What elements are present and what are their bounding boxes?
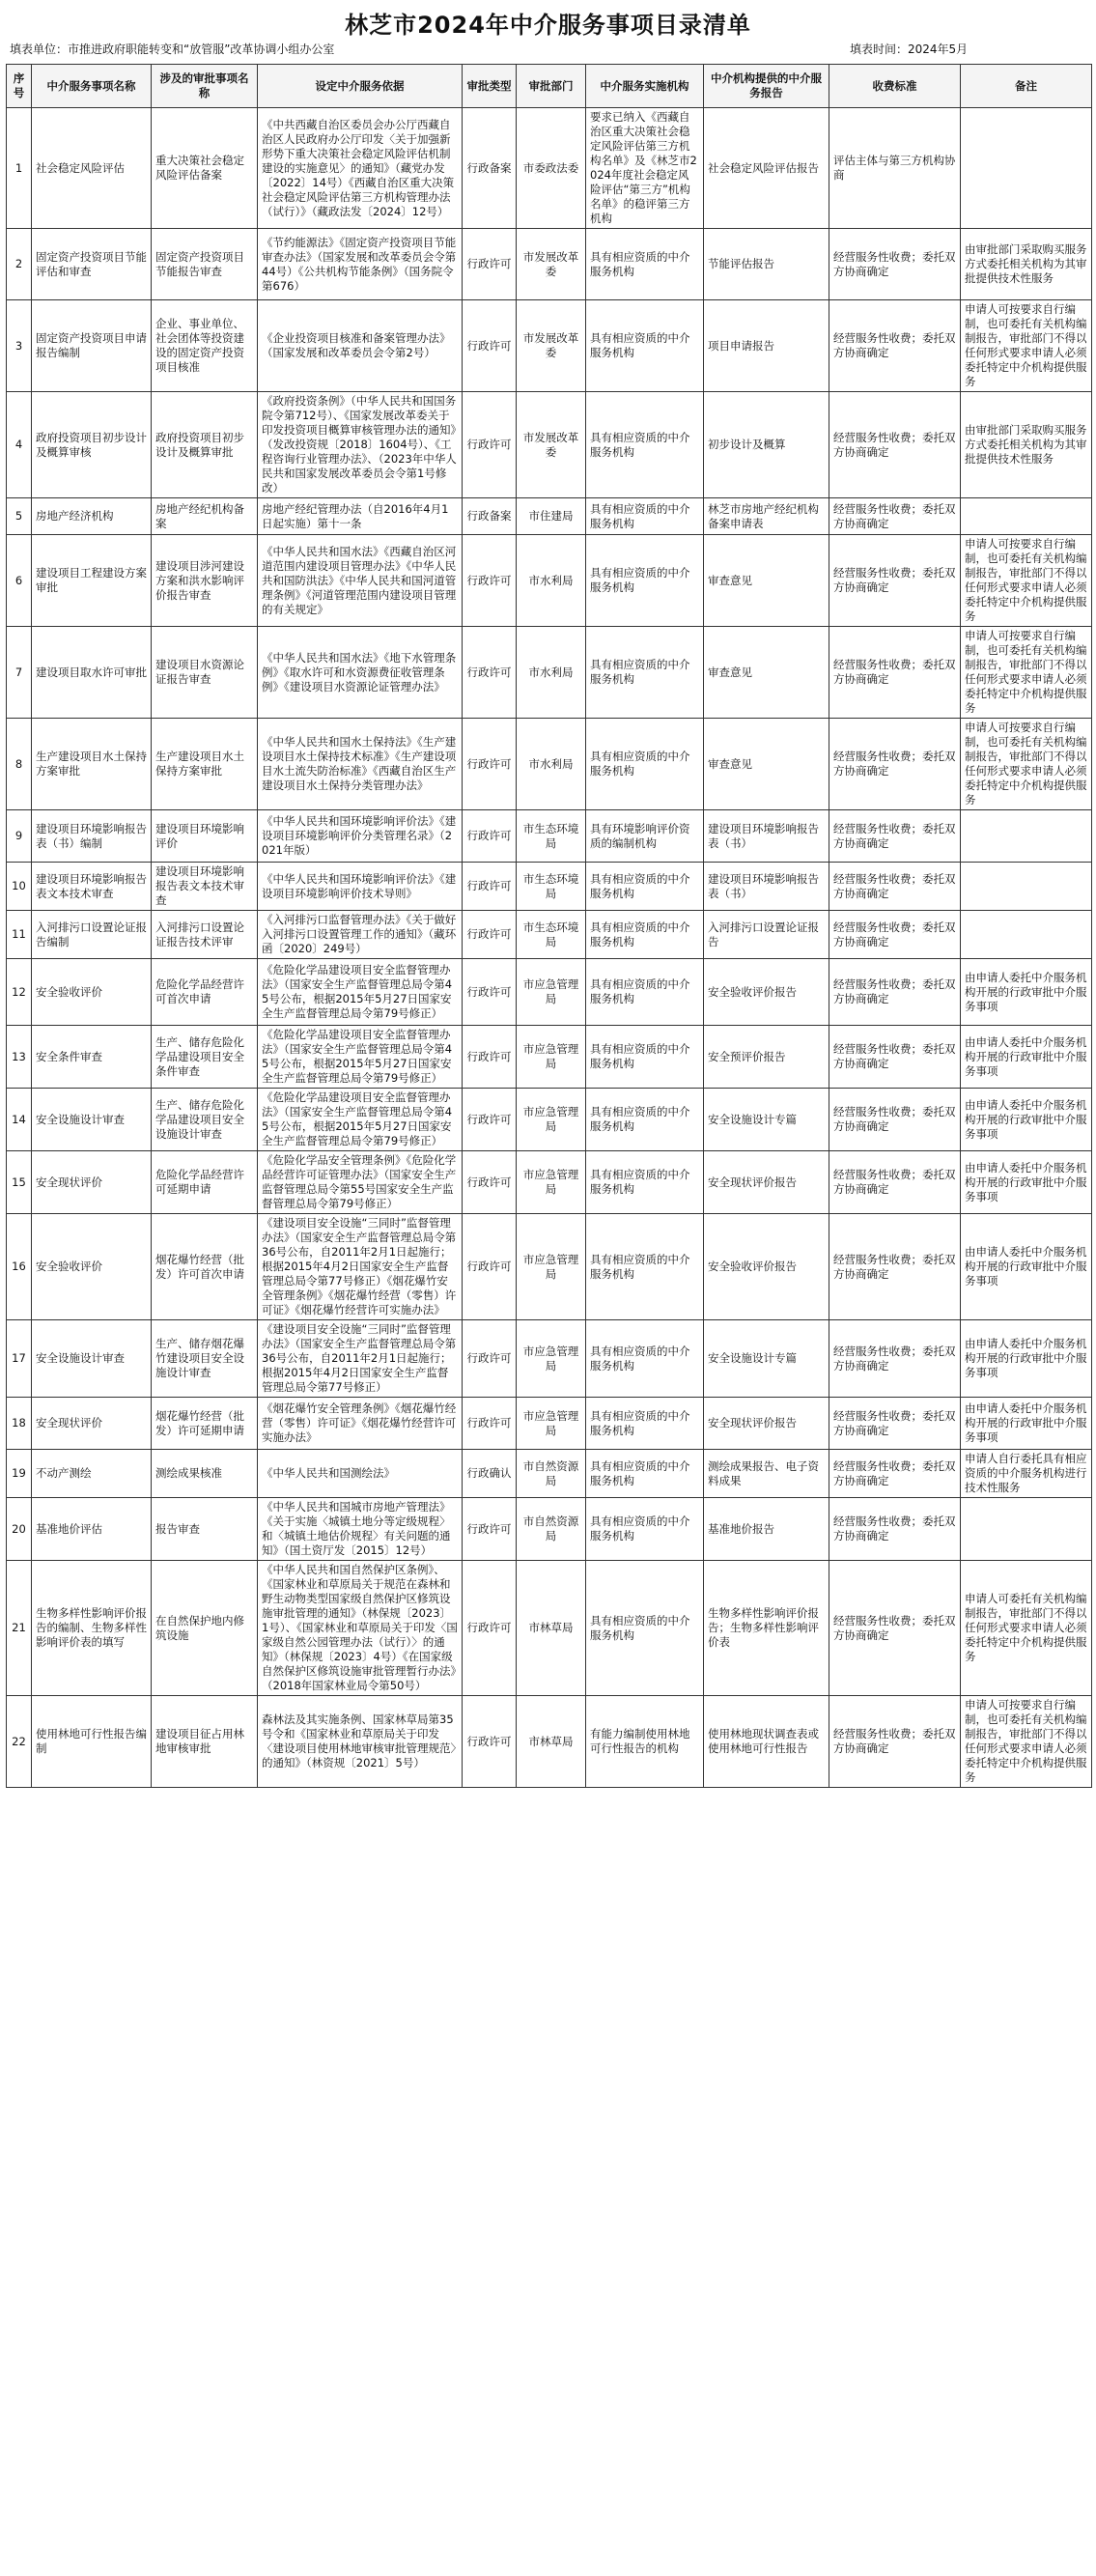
cell-approval-item: 在自然保护地内修筑设施 <box>152 1561 258 1696</box>
cell-service-name: 建设项目环境影响报告表（书）编制 <box>32 810 152 863</box>
cell-department: 市住建局 <box>517 498 586 535</box>
cell-department: 市委政法委 <box>517 108 586 229</box>
table-row <box>7 1320 1092 1398</box>
table-row <box>7 1561 1092 1696</box>
cell-agency: 具有相应资质的中介服务机构 <box>586 1398 704 1450</box>
header-approval-item: 涉及的审批事项名称 <box>152 65 258 108</box>
table-row <box>7 300 1092 392</box>
cell-approval-item: 危险化学品经营许可延期申请 <box>152 1151 258 1214</box>
cell-fee: 经营服务性收费；委托双方协商确定 <box>829 1398 961 1450</box>
cell-basis: 《中华人民共和国环境影响评价法》《建设项目环境影响评价技术导则》 <box>258 863 463 911</box>
cell-approval-item: 重大决策社会稳定风险评估备案 <box>152 108 258 229</box>
cell-approval-item: 生产建设项目水土保持方案审批 <box>152 719 258 810</box>
cell-remarks: 申请人可按要求自行编制，也可委托有关机构编制报告，审批部门不得以任何形式要求申请人必须委托特定中介机构提供服务 <box>961 1696 1092 1788</box>
cell-remarks <box>961 911 1092 959</box>
cell-approval-type: 行政许可 <box>463 535 517 627</box>
cell-fee: 经营服务性收费；委托双方协商确定 <box>829 911 961 959</box>
cell-index: 19 <box>7 1450 32 1498</box>
cell-approval-item: 生产、储存烟花爆竹建设项目安全设施设计审查 <box>152 1320 258 1398</box>
cell-approval-type: 行政确认 <box>463 1450 517 1498</box>
cell-report: 安全现状评价报告 <box>704 1151 829 1214</box>
cell-remarks: 申请人可委托有关机构编制报告，审批部门不得以任何形式要求申请人必须委托特定中介机构提供服务 <box>961 1561 1092 1696</box>
cell-index: 20 <box>7 1498 32 1561</box>
cell-remarks: 由申请人委托中介服务机构开展的行政审批中介服务事项 <box>961 1151 1092 1214</box>
cell-report: 入河排污口设置论证报告 <box>704 911 829 959</box>
table-row <box>7 229 1092 300</box>
table-row <box>7 1151 1092 1214</box>
table-row <box>7 1450 1092 1498</box>
cell-agency: 具有相应资质的中介服务机构 <box>586 1026 704 1089</box>
cell-report: 测绘成果报告、电子资料成果 <box>704 1450 829 1498</box>
cell-approval-item: 建设项目水资源论证报告审查 <box>152 627 258 719</box>
cell-service-name: 入河排污口设置论证报告编制 <box>32 911 152 959</box>
cell-approval-item: 建设项目征占用林地审核审批 <box>152 1696 258 1788</box>
cell-basis: 《烟花爆竹安全管理条例》《烟花爆竹经营（零售）许可证》《烟花爆竹经营许可实施办法》 <box>258 1398 463 1450</box>
cell-service-name: 使用林地可行性报告编制 <box>32 1696 152 1788</box>
table-row <box>7 627 1092 719</box>
table-row <box>7 911 1092 959</box>
cell-service-name: 生产建设项目水土保持方案审批 <box>32 719 152 810</box>
cell-service-name: 不动产测绘 <box>32 1450 152 1498</box>
cell-index: 5 <box>7 498 32 535</box>
cell-fee: 经营服务性收费；委托双方协商确定 <box>829 300 961 392</box>
header-basis: 设定中介服务依据 <box>258 65 463 108</box>
cell-index: 16 <box>7 1214 32 1320</box>
cell-basis: 《危险化学品安全管理条例》《危险化学品经营许可证管理办法》（国家安全生产监督管理总局令第55号国家安全生产监督管理总局令第79号修正） <box>258 1151 463 1214</box>
cell-report: 初步设计及概算 <box>704 392 829 498</box>
cell-fee: 经营服务性收费；委托双方协商确定 <box>829 627 961 719</box>
cell-fee: 经营服务性收费；委托双方协商确定 <box>829 959 961 1026</box>
cell-approval-type: 行政许可 <box>463 911 517 959</box>
cell-agency: 具有相应资质的中介服务机构 <box>586 1561 704 1696</box>
cell-report: 安全设施设计专篇 <box>704 1320 829 1398</box>
cell-service-name: 政府投资项目初步设计及概算审核 <box>32 392 152 498</box>
fill-unit: 填表单位：市推进政府职能转变和“放管服”改革协调小组办公室 <box>10 42 335 56</box>
cell-approval-type: 行政许可 <box>463 1151 517 1214</box>
cell-agency: 要求已纳入《西藏自治区重大决策社会稳定风险评估第三方机构名单》及《林芝市2024年度社会稳定风险评估“第三方”机构名单》的稳评第三方机构 <box>586 108 704 229</box>
table-row <box>7 719 1092 810</box>
document-title: 林芝市2024年中介服务事项目录清单 <box>345 12 751 39</box>
cell-basis: 《中华人民共和国水法》《地下水管理条例》《取水许可和水资源费征收管理条例》《建设项目水资源论证管理办法》 <box>258 627 463 719</box>
cell-fee: 经营服务性收费；委托双方协商确定 <box>829 1561 961 1696</box>
cell-remarks: 由审批部门采取购买服务方式委托相关机构为其审批提供技术性服务 <box>961 392 1092 498</box>
cell-approval-type: 行政许可 <box>463 1696 517 1788</box>
cell-fee: 经营服务性收费；委托双方协商确定 <box>829 535 961 627</box>
cell-basis: 《节约能源法》《固定资产投资项目节能审查办法》（国家发展和改革委员会令第44号）《公共机构节能条例》（国务院令第676） <box>258 229 463 300</box>
cell-department: 市应急管理局 <box>517 959 586 1026</box>
cell-agency: 具有相应资质的中介服务机构 <box>586 498 704 535</box>
table-row <box>7 1214 1092 1320</box>
cell-approval-item: 建设项目涉河建设方案和洪水影响评价报告审查 <box>152 535 258 627</box>
cell-report: 审查意见 <box>704 627 829 719</box>
cell-department: 市水利局 <box>517 719 586 810</box>
cell-approval-item: 政府投资项目初步设计及概算审批 <box>152 392 258 498</box>
cell-department: 市应急管理局 <box>517 1151 586 1214</box>
cell-department: 市生态环境局 <box>517 911 586 959</box>
cell-basis: 《中共西藏自治区委员会办公厅西藏自治区人民政府办公厅印发〈关于加强新形势下重大决策社会稳定风险评估机制建设的实施意见〉的通知》（藏党办发〔2022〕14号）《西藏自治区重大决策社会稳定风险评估第三方机构管理办法（试行）》（藏政法发〔2024〕12号） <box>258 108 463 229</box>
cell-fee: 经营服务性收费；委托双方协商确定 <box>829 719 961 810</box>
cell-basis: 《中华人民共和国测绘法》 <box>258 1450 463 1498</box>
cell-remarks: 由申请人委托中介服务机构开展的行政审批中介服务事项 <box>961 1089 1092 1151</box>
cell-service-name: 安全验收评价 <box>32 1214 152 1320</box>
cell-remarks: 申请人可按要求自行编制，也可委托有关机构编制报告，审批部门不得以任何形式要求申请人必须委托特定中介机构提供服务 <box>961 719 1092 810</box>
service-catalog-table <box>6 64 1092 1788</box>
table-row <box>7 1498 1092 1561</box>
cell-basis: 《危险化学品建设项目安全监督管理办法》（国家安全生产监督管理总局令第45号公布，根据2015年5月27日国家安全生产监督管理总局令第79号修正） <box>258 1089 463 1151</box>
cell-approval-type: 行政备案 <box>463 498 517 535</box>
cell-approval-type: 行政许可 <box>463 719 517 810</box>
cell-service-name: 固定资产投资项目节能评估和审查 <box>32 229 152 300</box>
cell-department: 市自然资源局 <box>517 1498 586 1561</box>
cell-basis: 《中华人民共和国自然保护区条例》、《国家林业和草原局关于规范在森林和野生动物类型国家级自然保护区修筑设施审批管理的通知》（林保规〔2023〕1号）、《国家林业和草原局关于印发〈国家级自然公园管理办法（试行）〉的通知》（林保规〔2023〕4号）《在国家级自然保护区修筑设施审批管理暂行办法》（2018年国家林业局令第50号） <box>258 1561 463 1696</box>
cell-approval-type: 行政许可 <box>463 1561 517 1696</box>
cell-agency: 具有相应资质的中介服务机构 <box>586 1151 704 1214</box>
cell-approval-type: 行政许可 <box>463 959 517 1026</box>
cell-basis: 《企业投资项目核准和备案管理办法》（国家发展和改革委员会令第2号） <box>258 300 463 392</box>
cell-agency: 具有相应资质的中介服务机构 <box>586 392 704 498</box>
cell-fee: 经营服务性收费；委托双方协商确定 <box>829 1450 961 1498</box>
cell-approval-type: 行政许可 <box>463 1320 517 1398</box>
cell-report: 审查意见 <box>704 719 829 810</box>
cell-service-name: 安全设施设计审查 <box>32 1089 152 1151</box>
cell-department: 市生态环境局 <box>517 810 586 863</box>
cell-basis: 《中华人民共和国城市房地产管理法》《关于实施〈城镇土地分等定级规程〉和〈城镇土地估价规程〉有关问题的通知》（国土资厅发〔2015〕12号） <box>258 1498 463 1561</box>
table-row <box>7 1026 1092 1089</box>
cell-department: 市应急管理局 <box>517 1320 586 1398</box>
cell-agency: 具有相应资质的中介服务机构 <box>586 911 704 959</box>
cell-fee: 经营服务性收费；委托双方协商确定 <box>829 810 961 863</box>
cell-index: 22 <box>7 1696 32 1788</box>
cell-fee: 经营服务性收费；委托双方协商确定 <box>829 1151 961 1214</box>
cell-agency: 有能力编制使用林地可行性报告的机构 <box>586 1696 704 1788</box>
cell-agency: 具有环境影响评价资质的编制机构 <box>586 810 704 863</box>
cell-index: 12 <box>7 959 32 1026</box>
cell-approval-type: 行政许可 <box>463 1026 517 1089</box>
header-index: 序号 <box>7 65 32 108</box>
cell-approval-type: 行政许可 <box>463 1498 517 1561</box>
cell-approval-item: 建设项目环境影响报告表文本技术审查 <box>152 863 258 911</box>
cell-fee: 经营服务性收费；委托双方协商确定 <box>829 1696 961 1788</box>
cell-department: 市生态环境局 <box>517 863 586 911</box>
cell-report: 生物多样性影响评价报告；生物多样性影响评价表 <box>704 1561 829 1696</box>
cell-remarks <box>961 498 1092 535</box>
cell-report: 安全验收评价报告 <box>704 959 829 1026</box>
cell-approval-type: 行政许可 <box>463 863 517 911</box>
cell-service-name: 建设项目取水许可审批 <box>32 627 152 719</box>
cell-remarks: 申请人可按要求自行编制，也可委托有关机构编制报告，审批部门不得以任何形式要求申请人必须委托特定中介机构提供服务 <box>961 535 1092 627</box>
cell-department: 市水利局 <box>517 627 586 719</box>
cell-department: 市发展改革委 <box>517 229 586 300</box>
table-row <box>7 535 1092 627</box>
cell-department: 市自然资源局 <box>517 1450 586 1498</box>
cell-remarks <box>961 863 1092 911</box>
cell-remarks: 申请人可按要求自行编制，也可委托有关机构编制报告，审批部门不得以任何形式要求申请人必须委托特定中介机构提供服务 <box>961 300 1092 392</box>
cell-index: 1 <box>7 108 32 229</box>
cell-approval-type: 行政许可 <box>463 1214 517 1320</box>
table-row <box>7 1089 1092 1151</box>
cell-service-name: 建设项目工程建设方案审批 <box>32 535 152 627</box>
cell-index: 11 <box>7 911 32 959</box>
cell-basis: 《入河排污口监督管理办法》《关于做好入河排污口设置管理工作的通知》（藏环函〔2020〕249号） <box>258 911 463 959</box>
cell-index: 17 <box>7 1320 32 1398</box>
header-fee: 收费标准 <box>829 65 961 108</box>
cell-approval-item: 生产、储存危险化学品建设项目安全条件审查 <box>152 1026 258 1089</box>
cell-service-name: 固定资产投资项目申请报告编制 <box>32 300 152 392</box>
cell-index: 15 <box>7 1151 32 1214</box>
cell-fee: 经营服务性收费；委托双方协商确定 <box>829 229 961 300</box>
cell-approval-item: 固定资产投资项目节能报告审查 <box>152 229 258 300</box>
cell-service-name: 建设项目环境影响报告表文本技术审查 <box>32 863 152 911</box>
cell-remarks: 申请人自行委托具有相应资质的中介服务机构进行技术性服务 <box>961 1450 1092 1498</box>
table-row <box>7 959 1092 1026</box>
cell-basis: 《建设项目安全设施“三同时”监督管理办法》（国家安全生产监督管理总局令第36号公布，自2011年2月1日起施行；根据2015年4月2日国家安全生产监督管理总局令第77号修正）《烟花爆竹安全管理条例》《烟花爆竹经营（零售）许可证》《烟花爆竹经营许可实施办法》 <box>258 1214 463 1320</box>
header-remarks: 备注 <box>961 65 1092 108</box>
cell-service-name: 安全设施设计审查 <box>32 1320 152 1398</box>
cell-agency: 具有相应资质的中介服务机构 <box>586 719 704 810</box>
cell-remarks: 由审批部门采取购买服务方式委托相关机构为其审批提供技术性服务 <box>961 229 1092 300</box>
cell-approval-type: 行政许可 <box>463 1398 517 1450</box>
cell-remarks: 由申请人委托中介服务机构开展的行政审批中介服务事项 <box>961 1026 1092 1089</box>
cell-fee: 经营服务性收费；委托双方协商确定 <box>829 863 961 911</box>
cell-department: 市发展改革委 <box>517 300 586 392</box>
cell-index: 9 <box>7 810 32 863</box>
cell-department: 市应急管理局 <box>517 1089 586 1151</box>
cell-index: 6 <box>7 535 32 627</box>
cell-remarks: 由申请人委托中介服务机构开展的行政审批中介服务事项 <box>961 1320 1092 1398</box>
cell-approval-item: 企业、事业单位、社会团体等投资建设的固定资产投资项目核准 <box>152 300 258 392</box>
cell-approval-type: 行政许可 <box>463 229 517 300</box>
cell-agency: 具有相应资质的中介服务机构 <box>586 535 704 627</box>
cell-index: 7 <box>7 627 32 719</box>
header-report: 中介机构提供的中介服务报告 <box>704 65 829 108</box>
cell-report: 安全验收评价报告 <box>704 1214 829 1320</box>
table-row <box>7 1398 1092 1450</box>
cell-remarks: 申请人可按要求自行编制，也可委托有关机构编制报告，审批部门不得以任何形式要求申请人必须委托特定中介机构提供服务 <box>961 627 1092 719</box>
cell-basis: 森林法及其实施条例、国家林草局第35号令和《国家林业和草原局关于印发〈建设项目使用林地审核审批管理规范〉的通知》（林资规〔2021〕5号） <box>258 1696 463 1788</box>
cell-index: 14 <box>7 1089 32 1151</box>
cell-fee: 经营服务性收费；委托双方协商确定 <box>829 1214 961 1320</box>
cell-remarks <box>961 108 1092 229</box>
cell-service-name: 社会稳定风险评估 <box>32 108 152 229</box>
cell-department: 市发展改革委 <box>517 392 586 498</box>
cell-agency: 具有相应资质的中介服务机构 <box>586 229 704 300</box>
cell-agency: 具有相应资质的中介服务机构 <box>586 1498 704 1561</box>
cell-index: 8 <box>7 719 32 810</box>
table-row <box>7 108 1092 229</box>
cell-service-name: 生物多样性影响评价报告的编制、生物多样性影响评价表的填写 <box>32 1561 152 1696</box>
header-service-name: 中介服务事项名称 <box>32 65 152 108</box>
cell-service-name: 安全现状评价 <box>32 1398 152 1450</box>
cell-approval-item: 入河排污口设置论证报告技术评审 <box>152 911 258 959</box>
cell-report: 项目申请报告 <box>704 300 829 392</box>
cell-service-name: 安全现状评价 <box>32 1151 152 1214</box>
cell-agency: 具有相应资质的中介服务机构 <box>586 1450 704 1498</box>
cell-fee: 经营服务性收费；委托双方协商确定 <box>829 1026 961 1089</box>
cell-agency: 具有相应资质的中介服务机构 <box>586 959 704 1026</box>
cell-approval-type: 行政许可 <box>463 300 517 392</box>
cell-remarks: 由申请人委托中介服务机构开展的行政审批中介服务事项 <box>961 1214 1092 1320</box>
cell-approval-type: 行政备案 <box>463 108 517 229</box>
cell-approval-item: 烟花爆竹经营（批发）许可首次申请 <box>152 1214 258 1320</box>
cell-department: 市应急管理局 <box>517 1214 586 1320</box>
cell-fee: 经营服务性收费；委托双方协商确定 <box>829 498 961 535</box>
cell-report: 节能评估报告 <box>704 229 829 300</box>
table-row <box>7 392 1092 498</box>
cell-remarks <box>961 810 1092 863</box>
cell-department: 市水利局 <box>517 535 586 627</box>
cell-service-name: 安全验收评价 <box>32 959 152 1026</box>
cell-fee: 经营服务性收费；委托双方协商确定 <box>829 1498 961 1561</box>
cell-fee: 经营服务性收费；委托双方协商确定 <box>829 1089 961 1151</box>
cell-approval-type: 行政许可 <box>463 810 517 863</box>
cell-report: 安全预评价报告 <box>704 1026 829 1089</box>
cell-fee: 经营服务性收费；委托双方协商确定 <box>829 392 961 498</box>
cell-approval-item: 建设项目环境影响评价 <box>152 810 258 863</box>
cell-report: 安全现状评价报告 <box>704 1398 829 1450</box>
header-approval-type: 审批类型 <box>463 65 517 108</box>
table-row <box>7 1696 1092 1788</box>
cell-index: 10 <box>7 863 32 911</box>
cell-index: 4 <box>7 392 32 498</box>
cell-approval-item: 危险化学品经营许可首次申请 <box>152 959 258 1026</box>
cell-agency: 具有相应资质的中介服务机构 <box>586 1089 704 1151</box>
cell-approval-item: 生产、储存危险化学品建设项目安全设施设计审查 <box>152 1089 258 1151</box>
cell-basis: 房地产经纪管理办法（自2016年4月1日起实施）第十一条 <box>258 498 463 535</box>
cell-report: 建设项目环境影响报告表（书） <box>704 810 829 863</box>
header-agency: 中介服务实施机构 <box>586 65 704 108</box>
cell-fee: 经营服务性收费；委托双方协商确定 <box>829 1320 961 1398</box>
cell-index: 18 <box>7 1398 32 1450</box>
cell-report: 社会稳定风险评估报告 <box>704 108 829 229</box>
cell-fee: 评估主体与第三方机构协商 <box>829 108 961 229</box>
cell-index: 2 <box>7 229 32 300</box>
cell-department: 市应急管理局 <box>517 1026 586 1089</box>
cell-department: 市应急管理局 <box>517 1398 586 1450</box>
cell-agency: 具有相应资质的中介服务机构 <box>586 300 704 392</box>
cell-basis: 《中华人民共和国水土保持法》《生产建设项目水土保持技术标准》《生产建设项目水土流失防治标准》《西藏自治区生产建设项目水土保持分类管理办法》 <box>258 719 463 810</box>
cell-remarks: 由申请人委托中介服务机构开展的行政审批中介服务事项 <box>961 959 1092 1026</box>
cell-department: 市林草局 <box>517 1696 586 1788</box>
header-row <box>7 65 1092 108</box>
cell-agency: 具有相应资质的中介服务机构 <box>586 863 704 911</box>
cell-basis: 《政府投资条例》（中华人民共和国国务院令第712号）、《国家发展改革委关于印发投资项目概算审核管理办法的通知》（发改投资规〔2018〕1604号）、《工程咨询行业管理办法》、（2023年中华人民共和国家发展改革委员会令第1号修改） <box>258 392 463 498</box>
cell-approval-type: 行政许可 <box>463 392 517 498</box>
table-row <box>7 810 1092 863</box>
cell-agency: 具有相应资质的中介服务机构 <box>586 627 704 719</box>
table-row <box>7 498 1092 535</box>
table-row <box>7 863 1092 911</box>
cell-index: 13 <box>7 1026 32 1089</box>
cell-report: 建设项目环境影响报告表（书） <box>704 863 829 911</box>
cell-basis: 《中华人民共和国环境影响评价法》《建设项目环境影响评价分类管理名录》（2021年版） <box>258 810 463 863</box>
cell-approval-item: 房地产经纪机构备案 <box>152 498 258 535</box>
cell-basis: 《危险化学品建设项目安全监督管理办法》（国家安全生产监督管理总局令第45号公布，根据2015年5月27日国家安全生产监督管理总局令第79号修正） <box>258 1026 463 1089</box>
cell-department: 市林草局 <box>517 1561 586 1696</box>
cell-service-name: 基准地价评估 <box>32 1498 152 1561</box>
cell-basis: 《建设项目安全设施“三同时”监督管理办法》（国家安全生产监督管理总局令第36号公布，自2011年2月1日起施行；根据2015年4月2日国家安全生产监督管理总局令第77号修正） <box>258 1320 463 1398</box>
cell-service-name: 安全条件审查 <box>32 1026 152 1089</box>
cell-basis: 《中华人民共和国水法》《西藏自治区河道范围内建设项目管理办法》《中华人民共和国防洪法》《中华人民共和国河道管理条例》《河道管理范围内建设项目管理的有关规定》 <box>258 535 463 627</box>
cell-remarks: 由申请人委托中介服务机构开展的行政审批中介服务事项 <box>961 1398 1092 1450</box>
cell-basis: 《危险化学品建设项目安全监督管理办法》（国家安全生产监督管理总局令第45号公布，根据2015年5月27日国家安全生产监督管理总局令第79号修正） <box>258 959 463 1026</box>
cell-report: 审查意见 <box>704 535 829 627</box>
header-department: 审批部门 <box>517 65 586 108</box>
fill-date: 填表时间：2024年5月 <box>850 42 969 56</box>
cell-report: 基准地价报告 <box>704 1498 829 1561</box>
cell-approval-item: 测绘成果核准 <box>152 1450 258 1498</box>
cell-agency: 具有相应资质的中介服务机构 <box>586 1214 704 1320</box>
cell-approval-type: 行政许可 <box>463 627 517 719</box>
cell-index: 21 <box>7 1561 32 1696</box>
cell-report: 林芝市房地产经纪机构备案申请表 <box>704 498 829 535</box>
cell-remarks <box>961 1498 1092 1561</box>
cell-service-name: 房地产经济机构 <box>32 498 152 535</box>
cell-report: 使用林地现状调查表或使用林地可行性报告 <box>704 1696 829 1788</box>
cell-report: 安全设施设计专篇 <box>704 1089 829 1151</box>
cell-approval-item: 烟花爆竹经营（批发）许可延期申请 <box>152 1398 258 1450</box>
cell-index: 3 <box>7 300 32 392</box>
cell-agency: 具有相应资质的中介服务机构 <box>586 1320 704 1398</box>
cell-approval-type: 行政许可 <box>463 1089 517 1151</box>
cell-approval-item: 报告审查 <box>152 1498 258 1561</box>
